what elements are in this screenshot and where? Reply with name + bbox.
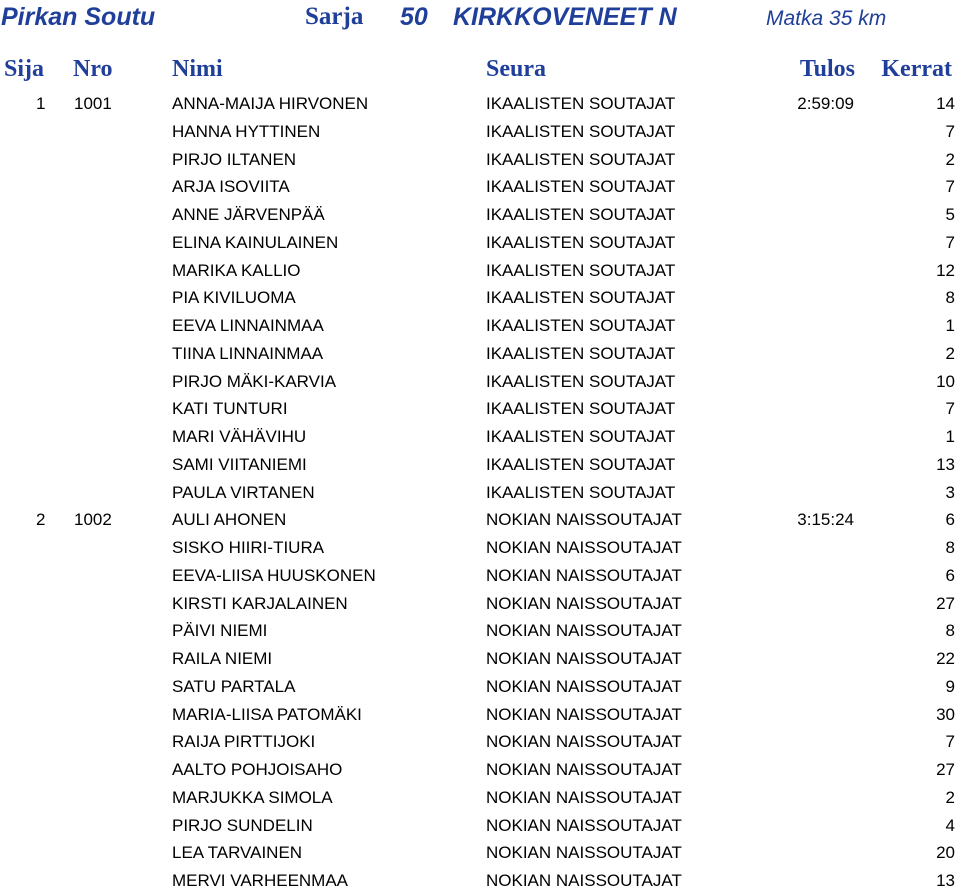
- column-header-kerrat: Kerrat: [881, 56, 952, 82]
- cell-kerrat: 8: [945, 538, 955, 557]
- table-row: [0, 451, 960, 479]
- cell-seura: NOKIAN NAISSOUTAJAT: [486, 621, 682, 641]
- cell-seura: IKAALISTEN SOUTAJAT: [486, 343, 676, 363]
- cell-nimi: PAULA VIRTANEN: [172, 482, 315, 502]
- cell-seura: IKAALISTEN SOUTAJAT: [486, 232, 676, 252]
- cell-nimi: KATI TUNTURI: [172, 399, 288, 419]
- cell-nimi: RAIJA PIRTTIJOKI: [172, 732, 316, 752]
- cell-kerrat: 8: [945, 288, 955, 308]
- cell-nimi: EEVA-LIISA HUUSKONEN: [172, 565, 376, 585]
- cell-seura: IKAALISTEN SOUTAJAT: [486, 205, 676, 224]
- cell-nimi: PIRJO SUNDELIN: [172, 815, 313, 835]
- table-row: [0, 701, 960, 729]
- cell-seura: IKAALISTEN SOUTAJAT: [486, 288, 676, 308]
- table-row: [0, 395, 960, 423]
- cell-kerrat: 13: [936, 454, 955, 474]
- cell-seura: NOKIAN NAISSOUTAJAT: [486, 593, 682, 613]
- table-row: [0, 173, 960, 201]
- cell-nimi: RAILA NIEMI: [172, 649, 273, 668]
- cell-kerrat: 2: [945, 787, 955, 807]
- table-row: [0, 617, 960, 645]
- column-header-seura: Seura: [486, 56, 546, 82]
- cell-nimi: ARJA ISOVIITA: [172, 177, 290, 197]
- cell-seura: IKAALISTEN SOUTAJAT: [486, 260, 676, 280]
- table-row: [0, 146, 960, 174]
- cell-nimi: PIRJO ILTANEN: [172, 149, 297, 169]
- cell-nimi: TIINA LINNAINMAA: [172, 343, 324, 363]
- cell-kerrat: 4: [945, 815, 955, 835]
- app-title: Pirkan Soutu: [1, 3, 156, 31]
- cell-seura: NOKIAN NAISSOUTAJAT: [486, 815, 682, 835]
- cell-kerrat: 22: [936, 649, 955, 668]
- table-row: [0, 562, 960, 590]
- series-number: 50: [400, 3, 428, 31]
- cell-kerrat: 13: [936, 871, 955, 890]
- cell-kerrat: 8: [945, 621, 955, 641]
- cell-kerrat: 6: [945, 565, 955, 585]
- cell-seura: IKAALISTEN SOUTAJAT: [486, 149, 676, 169]
- cell-seura: IKAALISTEN SOUTAJAT: [486, 316, 676, 335]
- cell-kerrat: 1: [945, 427, 955, 446]
- cell-seura: NOKIAN NAISSOUTAJAT: [486, 704, 682, 724]
- cell-seura: NOKIAN NAISSOUTAJAT: [486, 787, 682, 807]
- cell-sija: 2: [36, 510, 46, 530]
- cell-nimi: ANNE JÄRVENPÄÄ: [172, 205, 325, 224]
- cell-seura: NOKIAN NAISSOUTAJAT: [486, 871, 682, 890]
- cell-nimi: ELINA KAINULAINEN: [172, 232, 339, 252]
- cell-nimi: MARJUKKA SIMOLA: [172, 787, 333, 807]
- column-header-sija: Sija: [4, 56, 45, 82]
- cell-seura: NOKIAN NAISSOUTAJAT: [486, 649, 682, 668]
- cell-seura: IKAALISTEN SOUTAJAT: [486, 482, 676, 502]
- cell-seura: NOKIAN NAISSOUTAJAT: [486, 676, 682, 696]
- cell-seura: NOKIAN NAISSOUTAJAT: [486, 732, 682, 752]
- table-row: [0, 90, 960, 118]
- cell-nimi: EEVA LINNAINMAA: [172, 316, 324, 335]
- cell-nimi: MARIKA KALLIO: [172, 260, 301, 280]
- cell-kerrat: 14: [936, 94, 955, 113]
- cell-nimi: SATU PARTALA: [172, 676, 296, 696]
- table-row: [0, 784, 960, 812]
- table-row: [0, 506, 960, 534]
- cell-nimi: KIRSTI KARJALAINEN: [172, 593, 348, 613]
- distance-label: Matka 35 km: [766, 7, 887, 30]
- cell-seura: IKAALISTEN SOUTAJAT: [486, 177, 676, 197]
- cell-kerrat: 20: [936, 843, 955, 863]
- table-row: [0, 645, 960, 673]
- cell-nimi: AULI AHONEN: [172, 510, 287, 530]
- cell-kerrat: 27: [936, 593, 955, 613]
- title-bar: [0, 0, 960, 36]
- table-row: [0, 257, 960, 285]
- results-table-body: [0, 90, 960, 895]
- table-row: [0, 479, 960, 507]
- cell-sija: 1: [36, 94, 46, 113]
- cell-kerrat: 30: [936, 704, 955, 724]
- cell-kerrat: 7: [945, 399, 955, 419]
- cell-kerrat: 7: [945, 177, 955, 197]
- column-header-nimi: Nimi: [172, 56, 223, 82]
- cell-seura: NOKIAN NAISSOUTAJAT: [486, 510, 682, 530]
- cell-kerrat: 2: [945, 149, 955, 169]
- cell-seura: NOKIAN NAISSOUTAJAT: [486, 843, 682, 863]
- table-row: [0, 201, 960, 229]
- table-row: [0, 534, 960, 562]
- cell-nro: 1002: [74, 510, 112, 530]
- cell-kerrat: 2: [945, 343, 955, 363]
- cell-nimi: MERVI VARHEENMAA: [172, 871, 349, 890]
- cell-kerrat: 7: [945, 732, 955, 752]
- cell-nimi: PÄIVI NIEMI: [172, 621, 268, 641]
- table-row: [0, 229, 960, 257]
- cell-seura: IKAALISTEN SOUTAJAT: [486, 399, 676, 419]
- table-row: [0, 756, 960, 784]
- cell-nimi: HANNA HYTTINEN: [172, 121, 321, 141]
- cell-seura: IKAALISTEN SOUTAJAT: [486, 454, 676, 474]
- cell-kerrat: 6: [945, 510, 955, 530]
- cell-seura: NOKIAN NAISSOUTAJAT: [486, 760, 682, 779]
- table-row: [0, 839, 960, 867]
- cell-kerrat: 3: [945, 482, 955, 502]
- cell-nimi: ANNA-MAIJA HIRVONEN: [172, 94, 369, 113]
- cell-nro: 1001: [74, 94, 112, 113]
- cell-seura: IKAALISTEN SOUTAJAT: [486, 427, 676, 446]
- cell-kerrat: 10: [936, 371, 955, 391]
- column-header-nro: Nro: [73, 56, 113, 82]
- cell-tulos: 2:59:09: [797, 94, 854, 113]
- table-row: [0, 368, 960, 396]
- table-row: [0, 867, 960, 895]
- results-table-header: [0, 52, 960, 86]
- cell-nimi: SAMI VIITANIEMI: [172, 454, 307, 474]
- cell-seura: IKAALISTEN SOUTAJAT: [486, 371, 676, 391]
- table-row: [0, 312, 960, 340]
- cell-tulos: 3:15:24: [797, 510, 854, 530]
- table-row: [0, 340, 960, 368]
- cell-seura: IKAALISTEN SOUTAJAT: [486, 94, 676, 113]
- cell-kerrat: 1: [945, 316, 955, 335]
- column-header-tulos: Tulos: [799, 56, 855, 82]
- sarja-label: Sarja: [305, 3, 364, 30]
- cell-kerrat: 7: [945, 121, 955, 141]
- cell-nimi: MARIA-LIISA PATOMÄKI: [172, 704, 362, 724]
- cell-nimi: AALTO POHJOISAHO: [172, 760, 343, 779]
- cell-kerrat: 9: [945, 676, 955, 696]
- cell-nimi: SISKO HIIRI-TIURA: [172, 538, 325, 557]
- table-row: [0, 812, 960, 840]
- cell-kerrat: 7: [945, 232, 955, 252]
- cell-kerrat: 12: [936, 260, 955, 280]
- cell-kerrat: 27: [936, 760, 955, 779]
- table-row: [0, 728, 960, 756]
- cell-nimi: LEA TARVAINEN: [172, 843, 303, 863]
- table-row: [0, 118, 960, 146]
- cell-nimi: PIRJO MÄKI-KARVIA: [172, 371, 337, 391]
- cell-seura: NOKIAN NAISSOUTAJAT: [486, 538, 682, 557]
- cell-nimi: PIA KIVILUOMA: [172, 288, 296, 308]
- cell-seura: IKAALISTEN SOUTAJAT: [486, 121, 676, 141]
- cell-seura: NOKIAN NAISSOUTAJAT: [486, 565, 682, 585]
- table-row: [0, 590, 960, 618]
- table-row: [0, 284, 960, 312]
- cell-nimi: MARI VÄHÄVIHU: [172, 427, 307, 446]
- table-row: [0, 423, 960, 451]
- cell-kerrat: 5: [945, 205, 955, 224]
- table-row: [0, 673, 960, 701]
- class-name: KIRKKOVENEET N: [453, 3, 677, 31]
